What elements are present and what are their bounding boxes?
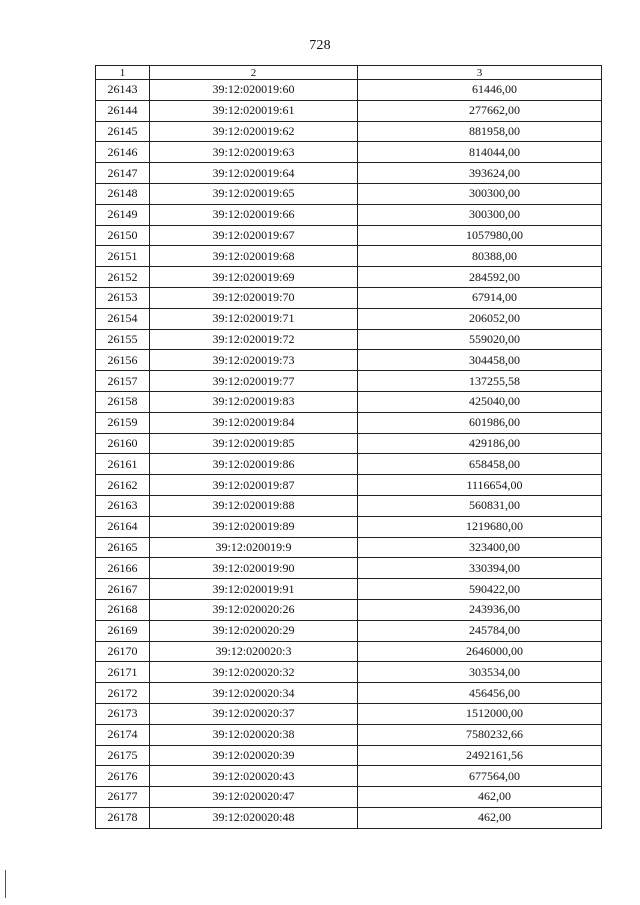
value-cell: 1219680,00	[358, 516, 602, 537]
cadastral-number-cell: 39:12:020020:47	[150, 787, 358, 808]
cadastral-number-cell: 39:12:020019:89	[150, 516, 358, 537]
cadastral-number-cell: 39:12:020020:32	[150, 662, 358, 683]
row-number-cell: 26165	[96, 537, 150, 558]
row-number-cell: 26150	[96, 225, 150, 246]
value-cell: 7580232,66	[358, 724, 602, 745]
row-number-cell: 26161	[96, 454, 150, 475]
cadastral-number-cell: 39:12:020019:86	[150, 454, 358, 475]
row-number-cell: 26177	[96, 787, 150, 808]
cadastral-number-cell: 39:12:020020:43	[150, 766, 358, 787]
table-row	[96, 475, 602, 496]
table-row	[96, 267, 602, 288]
row-number-cell: 26160	[96, 433, 150, 454]
value-cell: 330394,00	[358, 558, 602, 579]
cadastral-number-cell: 39:12:020019:61	[150, 100, 358, 121]
cadastral-number-cell: 39:12:020019:72	[150, 329, 358, 350]
row-number-cell: 26145	[96, 121, 150, 142]
header-row	[96, 66, 602, 80]
cadastral-number-cell: 39:12:020019:77	[150, 371, 358, 392]
cadastral-number-cell: 39:12:020019:90	[150, 558, 358, 579]
cadastral-number-cell: 39:12:020020:3	[150, 641, 358, 662]
value-cell: 1057980,00	[358, 225, 602, 246]
value-cell: 425040,00	[358, 391, 602, 412]
row-number-cell: 26170	[96, 641, 150, 662]
table-row	[96, 724, 602, 745]
cadastral-number-cell: 39:12:020020:34	[150, 683, 358, 704]
cadastral-number-cell: 39:12:020019:68	[150, 246, 358, 267]
table-row	[96, 246, 602, 267]
row-number-cell: 26162	[96, 475, 150, 496]
row-number-cell: 26151	[96, 246, 150, 267]
row-number-cell: 26146	[96, 142, 150, 163]
row-number-cell: 26153	[96, 287, 150, 308]
cadastral-number-cell: 39:12:020019:67	[150, 225, 358, 246]
row-number-cell: 26148	[96, 183, 150, 204]
cadastral-number-cell: 39:12:020019:69	[150, 267, 358, 288]
cadastral-number-cell: 39:12:020019:91	[150, 579, 358, 600]
cadastral-number-cell: 39:12:020019:88	[150, 495, 358, 516]
table-row	[96, 745, 602, 766]
row-number-cell: 26176	[96, 766, 150, 787]
row-number-cell: 26168	[96, 599, 150, 620]
row-number-cell: 26157	[96, 371, 150, 392]
table-row	[96, 516, 602, 537]
cadastral-number-cell: 39:12:020019:64	[150, 163, 358, 184]
cadastral-number-cell: 39:12:020020:48	[150, 807, 358, 828]
table-row	[96, 662, 602, 683]
cadastral-number-cell: 39:12:020019:9	[150, 537, 358, 558]
margin-mark	[5, 870, 6, 898]
table-row	[96, 579, 602, 600]
value-cell: 2492161,56	[358, 745, 602, 766]
cadastral-number-cell: 39:12:020019:85	[150, 433, 358, 454]
value-cell: 393624,00	[358, 163, 602, 184]
row-number-cell: 26143	[96, 80, 150, 101]
value-cell: 560831,00	[358, 495, 602, 516]
row-number-cell: 26173	[96, 703, 150, 724]
value-cell: 284592,00	[358, 267, 602, 288]
cadastral-number-cell: 39:12:020020:37	[150, 703, 358, 724]
value-cell: 814044,00	[358, 142, 602, 163]
table-header	[96, 66, 602, 80]
value-cell: 80388,00	[358, 246, 602, 267]
data-table	[95, 65, 602, 829]
row-number-cell: 26164	[96, 516, 150, 537]
table-row	[96, 100, 602, 121]
table-row	[96, 787, 602, 808]
value-cell: 67914,00	[358, 287, 602, 308]
row-number-cell: 26175	[96, 745, 150, 766]
row-number-cell: 26166	[96, 558, 150, 579]
cadastral-number-cell: 39:12:020020:38	[150, 724, 358, 745]
row-number-cell: 26144	[96, 100, 150, 121]
value-cell: 559020,00	[358, 329, 602, 350]
row-number-cell: 26174	[96, 724, 150, 745]
cadastral-number-cell: 39:12:020019:83	[150, 391, 358, 412]
value-cell: 1116654,00	[358, 475, 602, 496]
value-cell: 303534,00	[358, 662, 602, 683]
table-row	[96, 287, 602, 308]
table-row	[96, 620, 602, 641]
row-number-cell: 26152	[96, 267, 150, 288]
row-number-cell: 26154	[96, 308, 150, 329]
table-row	[96, 807, 602, 828]
cadastral-number-cell: 39:12:020020:26	[150, 599, 358, 620]
row-number-cell: 26147	[96, 163, 150, 184]
table-row	[96, 121, 602, 142]
table-row	[96, 412, 602, 433]
table-row	[96, 433, 602, 454]
row-number-cell: 26159	[96, 412, 150, 433]
table-row	[96, 391, 602, 412]
value-cell: 1512000,00	[358, 703, 602, 724]
table-row	[96, 558, 602, 579]
table-row	[96, 371, 602, 392]
row-number-cell: 26178	[96, 807, 150, 828]
cadastral-number-cell: 39:12:020019:84	[150, 412, 358, 433]
cadastral-number-cell: 39:12:020019:60	[150, 80, 358, 101]
value-cell: 462,00	[358, 787, 602, 808]
table-row	[96, 683, 602, 704]
row-number-cell: 26169	[96, 620, 150, 641]
cadastral-number-cell: 39:12:020019:71	[150, 308, 358, 329]
row-number-cell: 26167	[96, 579, 150, 600]
value-cell: 2646000,00	[358, 641, 602, 662]
value-cell: 456456,00	[358, 683, 602, 704]
table-row	[96, 350, 602, 371]
table-row	[96, 495, 602, 516]
row-number-cell: 26172	[96, 683, 150, 704]
cadastral-number-cell: 39:12:020020:39	[150, 745, 358, 766]
table-row	[96, 703, 602, 724]
row-number-cell: 26156	[96, 350, 150, 371]
table-row	[96, 641, 602, 662]
table-row	[96, 308, 602, 329]
value-cell: 658458,00	[358, 454, 602, 475]
table-row	[96, 142, 602, 163]
value-cell: 462,00	[358, 807, 602, 828]
table-row	[96, 454, 602, 475]
value-cell: 206052,00	[358, 308, 602, 329]
value-cell: 243936,00	[358, 599, 602, 620]
row-number-cell: 26155	[96, 329, 150, 350]
row-number-cell: 26171	[96, 662, 150, 683]
row-number-cell: 26149	[96, 204, 150, 225]
value-cell: 881958,00	[358, 121, 602, 142]
row-number-cell: 26158	[96, 391, 150, 412]
table-row	[96, 183, 602, 204]
header-col-3: 3	[358, 66, 602, 80]
cadastral-number-cell: 39:12:020019:70	[150, 287, 358, 308]
cadastral-number-cell: 39:12:020019:63	[150, 142, 358, 163]
table-body	[96, 80, 602, 829]
value-cell: 677564,00	[358, 766, 602, 787]
row-number-cell: 26163	[96, 495, 150, 516]
header-col-2: 2	[150, 66, 358, 80]
cadastral-number-cell: 39:12:020019:62	[150, 121, 358, 142]
value-cell: 300300,00	[358, 204, 602, 225]
table-row	[96, 537, 602, 558]
page-number: 728	[309, 38, 331, 53]
table-row	[96, 163, 602, 184]
table-row	[96, 225, 602, 246]
value-cell: 429186,00	[358, 433, 602, 454]
value-cell: 300300,00	[358, 183, 602, 204]
value-cell: 323400,00	[358, 537, 602, 558]
value-cell: 601986,00	[358, 412, 602, 433]
header-col-1: 1	[96, 66, 150, 80]
table-row	[96, 599, 602, 620]
value-cell: 590422,00	[358, 579, 602, 600]
cadastral-number-cell: 39:12:020020:29	[150, 620, 358, 641]
value-cell: 137255,58	[358, 371, 602, 392]
value-cell: 61446,00	[358, 80, 602, 101]
cadastral-number-cell: 39:12:020019:73	[150, 350, 358, 371]
cadastral-number-cell: 39:12:020019:65	[150, 183, 358, 204]
value-cell: 245784,00	[358, 620, 602, 641]
cadastral-number-cell: 39:12:020019:66	[150, 204, 358, 225]
table-row	[96, 204, 602, 225]
value-cell: 277662,00	[358, 100, 602, 121]
value-cell: 304458,00	[358, 350, 602, 371]
table-row	[96, 329, 602, 350]
cadastral-number-cell: 39:12:020019:87	[150, 475, 358, 496]
table-row	[96, 766, 602, 787]
table-row	[96, 80, 602, 101]
